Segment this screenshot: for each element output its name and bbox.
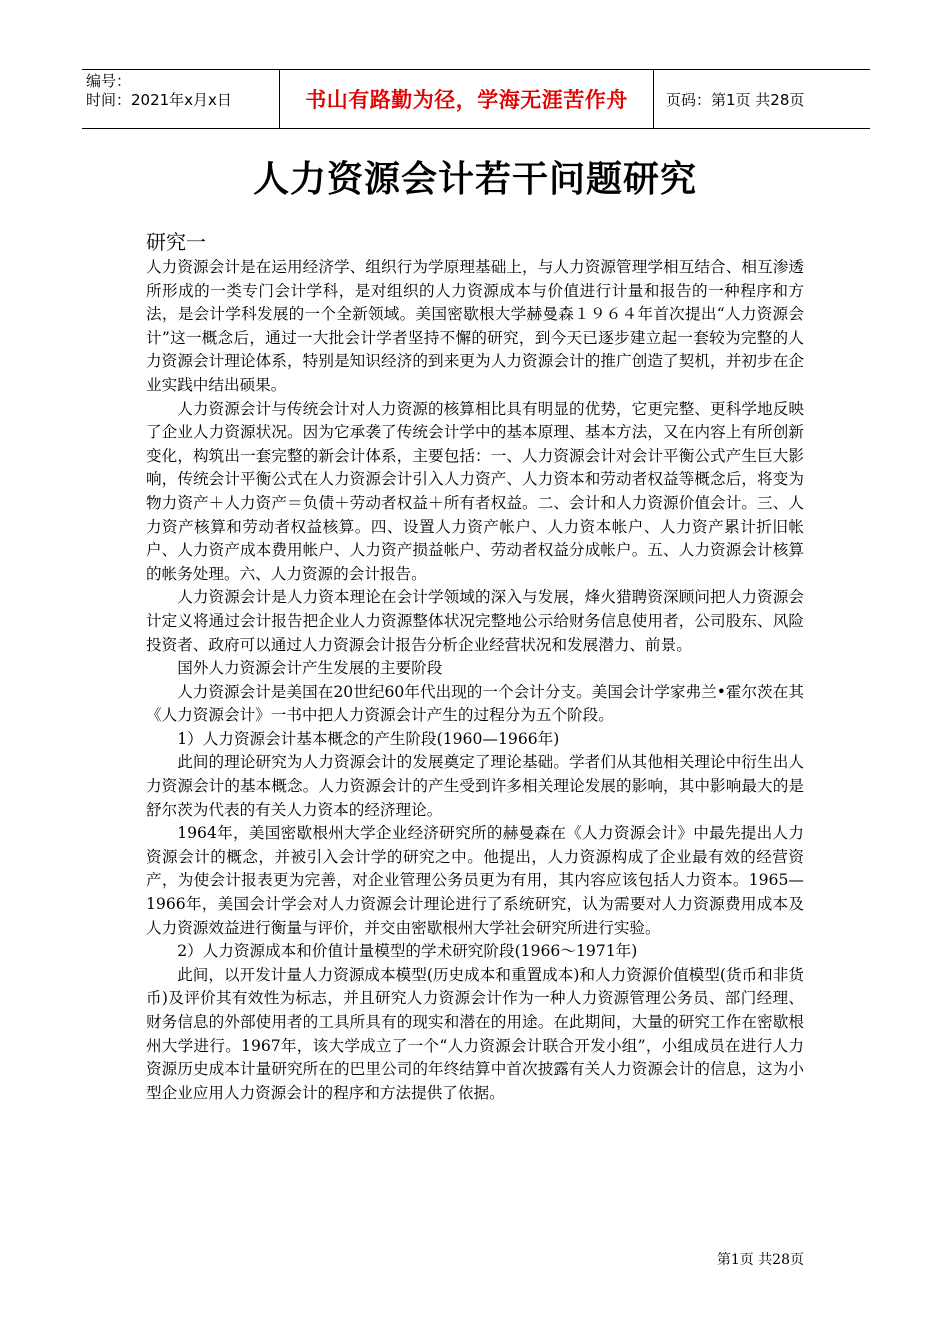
header-motto: 书山有路勤为径，学海无涯苦作舟 <box>280 70 654 128</box>
document-number-label: 编号： <box>86 72 132 90</box>
stage-heading: 2）人力资源成本和价值计量模型的学术研究阶段(1966～1971年) <box>177 942 638 961</box>
paragraph: 此间，以开发计量人力资源成本模型(历史成本和重置成本)和人力资源价值模型(货币和非货币)及评价其有效性为标志，并且研究人力资源会计作为一种人力资源管理公务员、部门经理、财务信息的外部使用者的工具所具有的现实和潜在的用途。在此期间，大量的研究工作在密歇根州大学进行。1967年，该大学成立了一个“人力资源会计联合开发小组”，小组成员在进行人力资源历史成本计量研究所在的巴里公司的年终结算中首次披露有关人力资源会计的信息，这为小型企业应用人力资源会计的程序和方法提供了依据。 <box>146 965 804 1102</box>
paragraph: 人力资源会计是在运用经济学、组织行为学原理基础上，与人力资源管理学相互结合、相互渗透所形成的一类专门会计学科，是对组织的人力资源成本与价值进行计量和报告的一种程序和方法，是会计学科发展的一个全新领域。美国密歇根大学赫曼森１９６４年首次提出“人力资源会计”这一概念后，通过一大批会计学者坚持不懈的研究，到今天已逐步建立起一套较为完整的人力资源会计理论体系，特别是知识经济的到来更为人力资源会计的推广创造了契机，并初步在企业实践中结出硕果。 <box>146 258 804 394</box>
header-page-indicator: 页码：第1页 共28页 <box>666 90 805 109</box>
stage-heading: 1）人力资源会计基本概念的产生阶段(1960—1966年) <box>177 729 560 748</box>
paragraph: 人力资源会计是美国在20世纪60年代出现的一个会计分支。美国会计学家弗兰•霍尔茨在其《人力资源会计》一书中把人力资源会计产生的过程分为五个阶段。 <box>146 682 804 725</box>
subheading: 国外人力资源会计产生发展的主要阶段 <box>177 659 443 678</box>
section-heading: 研究一 <box>146 230 206 254</box>
paragraph: 人力资源会计与传统会计对人力资源的核算相比具有明显的优势，它更完整、更科学地反映了企业人力资源状况。因为它承袭了传统会计学中的基本原理、基本方法，又在内容上有所创新变化，构筑出一套完整的新会计体系，主要包括：一、人力资源会计对会计平衡公式产生巨大影响，传统会计平衡公式在人力资源会计引入人力资产、人力资本和劳动者权益等概念后，将变为物力资产＋人力资产＝负债＋劳动者权益＋所有者权益。二、会计和人力资源价值会计。三、人力资产核算和劳动者权益核算。四、设置人力资产帐户、人力资本帐户、人力资产累计折旧帐户、人力资产成本费用帐户、人力资产损益帐户、劳动者权益分成帐户。五、人力资源会计核算的帐务处理。六、人力资源的会计报告。 <box>146 399 804 583</box>
paragraph: 此间的理论研究为人力资源会计的发展奠定了理论基础。学者们从其他相关理论中衍生出人力资源会计的基本概念。人力资源会计的产生受到许多相关理论发展的影响，其中影响最大的是舒尔茨为代表的有关人力资本的经济理论。 <box>146 753 804 819</box>
paragraph: 人力资源会计是人力资本理论在会计学领域的深入与发展，烽火猎聘资深顾问把人力资源会计定义将通过会计报告把企业人力资源整体状况完整地公示给财务信息使用者，公司股东、风险投资者、政府可以通过人力资源会计报告分析企业经营状况和发展潜力、前景。 <box>146 588 804 654</box>
page-footer: 第1页 共28页 <box>716 1252 804 1268</box>
paragraph: 1964年，美国密歇根州大学企业经济研究所的赫曼森在《人力资源会计》中最先提出人力资源会计的概念，并被引入会计学的研究之中。他提出，人力资源构成了企业最有效的经营资产，为使会计报表更为完善，对企业管理公务员更为有用，其内容应该包括人力资本。1965—1966年，美国会计学会对人力资源会计理论进行了系统研究，认为需要对人力资源费用成本及人力资源效益进行衡量与评价，并交由密歇根州大学社会研究所进行实验。 <box>146 824 804 937</box>
document-time-label: 时间：2021年x月x日 <box>86 91 232 109</box>
page-title: 人力资源会计若干问题研究 <box>252 159 697 200</box>
document-body <box>146 256 804 1105</box>
header-meta <box>82 70 280 128</box>
document-header <box>82 69 870 129</box>
